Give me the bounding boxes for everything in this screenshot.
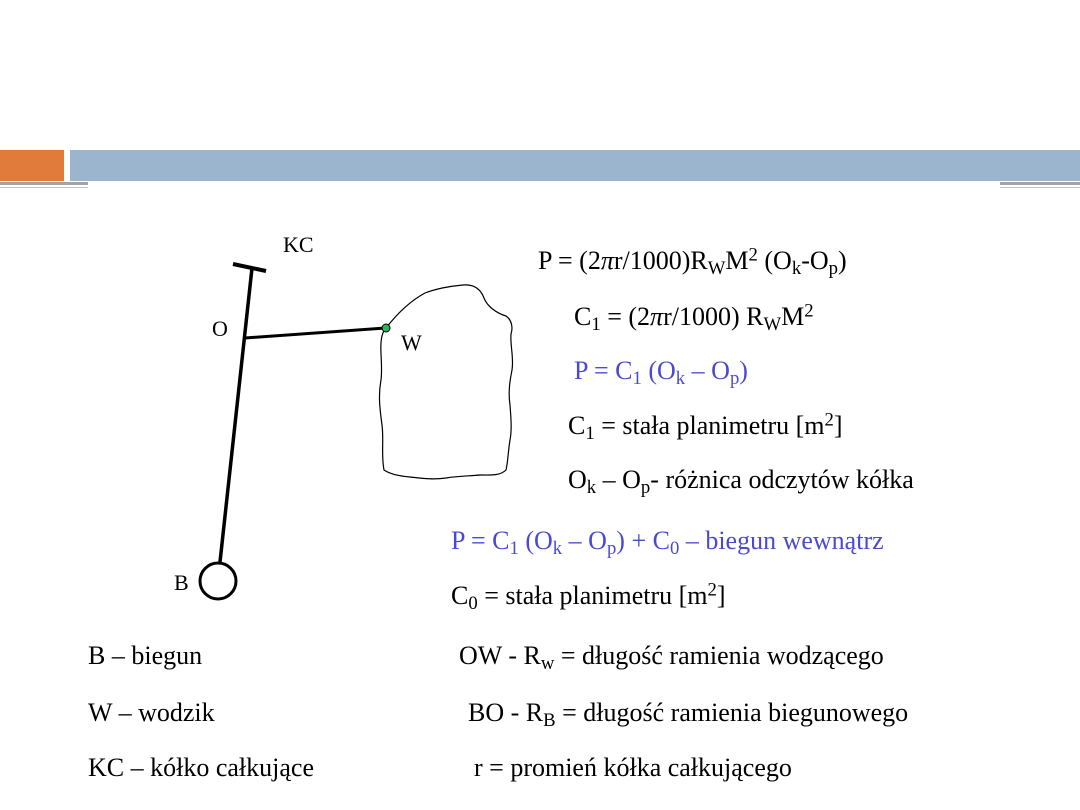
- tracer-arm: [245, 328, 386, 338]
- legend-pole: B – biegun: [88, 641, 203, 670]
- integrating-wheel-marker: [233, 264, 266, 271]
- formula-c1: $C_1 = (2\pi r/1000)$ $R_WM^2$: [574, 300, 814, 336]
- measured-area-outline: [379, 285, 512, 479]
- formula-area-short: $P = C_1$ $(O_k - O_p)$: [574, 356, 748, 390]
- legend-pole-arm-length: BO - $R_B$ = długość ramienia biegunowego: [468, 698, 909, 732]
- label-w: W: [401, 330, 422, 355]
- formula-reading-difference: $O_k - O_p-$ różnica odczytów kółka: [568, 465, 914, 499]
- tracer-point: [382, 324, 390, 332]
- legend-integrating-wheel: KC – kółko całkujące: [88, 753, 314, 782]
- legend-tracer: W – wodzik: [88, 698, 215, 727]
- label-kc: KC: [283, 232, 314, 257]
- formula-c1-definition: $C_1$ = stała planimetru $[m^2]$: [568, 409, 843, 445]
- label-o: O: [212, 316, 228, 341]
- formula-pole-inside: $P = C_1$ $(O_k - O_p) + C_0$ – biegun wewnątrz: [451, 526, 884, 560]
- label-b: B: [174, 570, 189, 595]
- formula-area: $P = (2\pi r/1000)R_WM^2$ $(O_k-O_p)$: [538, 244, 847, 280]
- pole-circle: [200, 563, 236, 599]
- legend-tracer-arm-length: OW - $R_w$ = długość ramienia wodzącego: [459, 641, 884, 675]
- formula-c0-definition: $C_0$ = stała planimetru $[m^2]$: [451, 579, 726, 615]
- pole-arm: [220, 268, 252, 562]
- legend-wheel-radius: r = promień kółka całkującego: [474, 753, 792, 782]
